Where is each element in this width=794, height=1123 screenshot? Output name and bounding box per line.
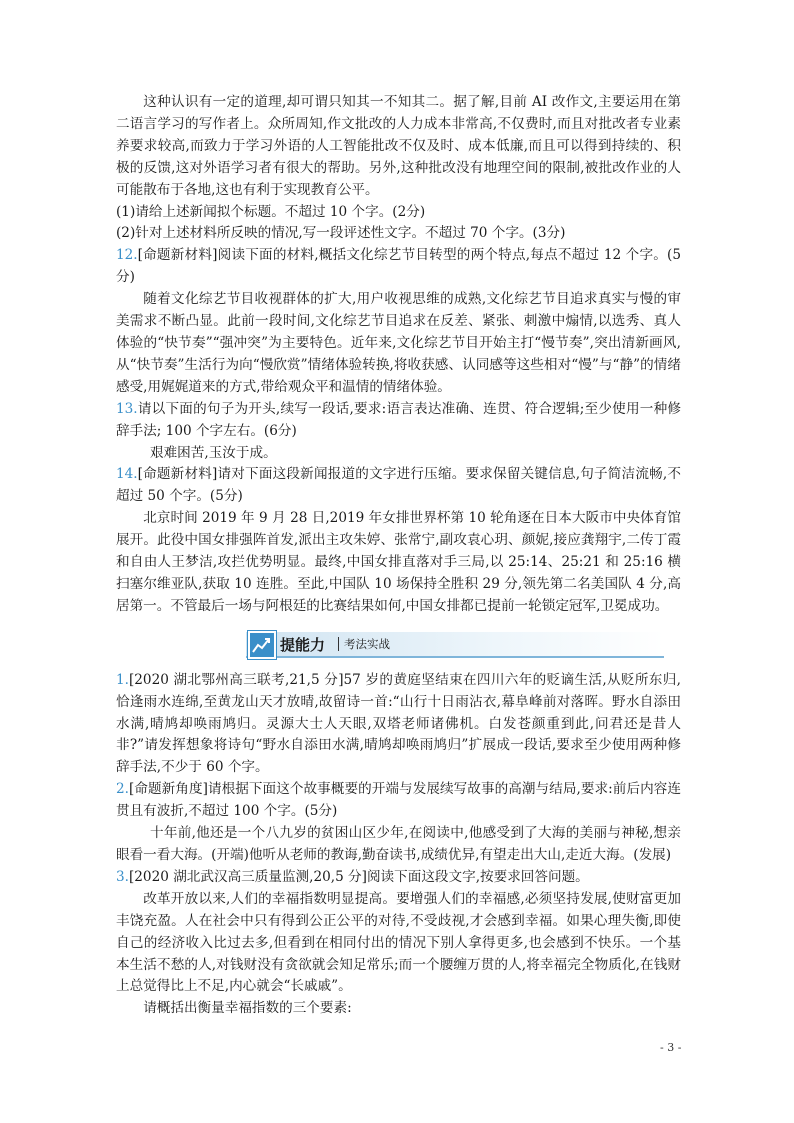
passage-happiness: 改革开放以来,人们的幸福指数明显提高。要增强人们的幸福感,必须坚持发展,使财富更加丰饶充盈。人在社会中只有得到公正公平的对待,不受歧视,才会感到幸福。如果心理失衡,即使自己的经济收入比过去多,但看到在相同付出的情况下别人拿得更多,也会感到不快乐。一个基本生活不愁的人,对钱财没有贪欲就会知足常乐;而一个腰缠万贯的人,将幸福完全物质化,在钱财上总觉得比上不足,内心就会“长戚戚”。	[116, 890, 681, 995]
question-13: 13.请以下面的句子为开头,续写一段话,要求:语言表达准确、连贯、符合逻辑;至少使用一种修辞手法; 100 个字左右。(6分)	[116, 400, 681, 439]
question-number: 1.	[116, 671, 129, 688]
page-number: - 3 -	[660, 1041, 682, 1054]
question-2-comment: (2)针对上述材料所反映的情况,写一段评述性文字。不超过 70 个字。(3分)	[116, 225, 566, 242]
question-number: 12.	[116, 247, 138, 264]
banner-title: 提能力	[280, 635, 326, 654]
practice-question-1: 1.[2020 湖北鄂州高三联考,21,5 分]57 岁的黄庭坚结束在四川六年的贬谪生活,从贬所东归,恰逢雨水连绵,至黄龙山天才放晴,故留诗一首:“山行十日雨沾衣,幕阜峰前对落晖。野水自添田水满,晴鸠却唤雨鸠归。灵源大士人天眼,双塔老师诸佛机。白发苍颜重到此,问君还是昔人非?”请发挥想象将诗句“野水自添田水满,晴鸠却唤雨鸠归”扩展成一段话,要求至少使用两种修辞手法,不少于 60 个字。	[116, 671, 681, 776]
opening-sentence: 艰难困苦,玉汝于成。	[150, 444, 277, 461]
question-number: 2.	[116, 781, 129, 798]
section-banner	[246, 632, 664, 658]
story-outline: 十年前,他还是一个八九岁的贫困山区少年,在阅读中,他感受到了大海的美丽与神秘,想亲眼看一看大海。(开端)他听从老师的教诲,勤奋读书,成绩优异,有望走出大山,走近大海。(发展)	[116, 825, 681, 863]
practice-question-3: 3.[2020 湖北武汉高三质量监测,20,5 分]阅读下面这段文字,按要求回答问题。	[116, 868, 589, 885]
page-content	[116, 92, 681, 1020]
question-number: 3.	[116, 868, 129, 885]
banner-divider	[338, 637, 339, 651]
question-number: 14.	[116, 466, 138, 483]
passage-volleyball: 北京时间 2019 年 9 月 28 日,2019 年女排世界杯第 10 轮角逐在日本大阪市中央体育馆展开。此役中国女排强阵首发,派出主攻朱婷、张常宁,副攻袁心玥、颜妮,接应龚翔宇,二传丁霞和自由人王梦洁,攻拦优势明显。最终,中国女排直落对手三局,以 25:14、25:21 和 25:16 横扫塞尔维亚队,获取 10 连胜。至此,中国队 10 场保持全胜积 29 分,领先第二名美国队 4 分,高居第一。不管最后一场与阿根廷的比赛结果如何,中国女排都已提前一轮锁定冠军,卫冕成功。	[116, 510, 681, 614]
chart-icon	[248, 631, 276, 659]
banner-subtitle: 考法实战	[344, 636, 390, 651]
question-1-title: (1)请给上述新闻拟个标题。不超过 10 个字。(2分)	[116, 203, 426, 220]
passage-variety-show: 随着文化综艺节目收视群体的扩大,用户收视思维的成熟,文化综艺节目追求真实与慢的审美需求不断凸显。此前一段时间,文化综艺节目追求在反差、紧张、刺激中煽情,以选秀、真人体验的“快节奏”“强冲突”为主要特色。近年来,文化综艺节目开始主打“慢节奏”,突出清新画风,从“快节奏”生活行为向“慢欣赏”情绪体验转换,将收获感、认同感等这些相对“慢”与“静”的情绪感受,用娓娓道来的方式,带给观众平和温情的情绪体验。	[116, 291, 681, 395]
question-12: 12.[命题新材料]阅读下面的材料,概括文化综艺节目转型的两个特点,每点不超过 12 个字。(5分)	[116, 247, 681, 286]
practice-question-2: 2.[命题新角度]请根据下面这个故事概要的开端与发展续写故事的高潮与结局,要求:前后内容连贯且有波折,不超过 100 个字。(5分)	[116, 781, 681, 820]
happiness-prompt: 请概括出衡量幸福指数的三个要素:	[143, 1000, 352, 1017]
question-14: 14.[命题新材料]请对下面这段新闻报道的文字进行压缩。要求保留关键信息,句子简洁流畅,不超过 50 个字。(5分)	[116, 466, 681, 505]
passage-ai-essay: 这种认识有一定的道理,却可谓只知其一不知其二。据了解,目前 AI 改作文,主要运用在第二语言学习的写作者上。众所周知,作文批改的人力成本非常高,不仅费时,而且对批改者专业素养要求较高,而致力于学习外语的人工智能批改不仅及时、成本低廉,而且可以得到持续的、积极的反馈,这对外语学习者有很大的帮助。另外,这种批改没有地理空间的限制,被批改作业的人可能散布于各地,这也有利于实现教育公平。	[116, 94, 681, 198]
question-number: 13.	[116, 400, 138, 417]
